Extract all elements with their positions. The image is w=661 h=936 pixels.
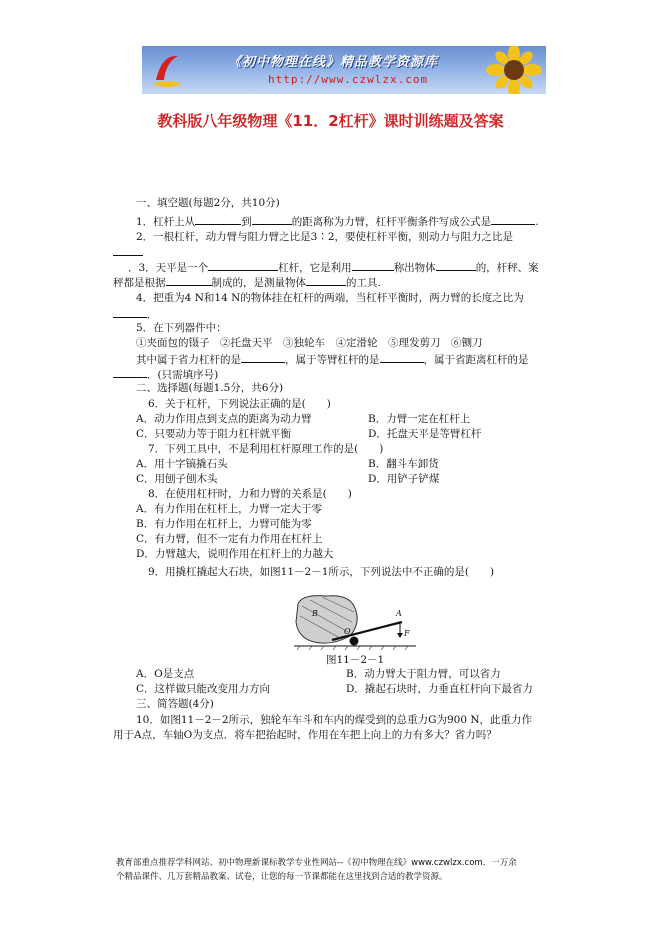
- q7-option-d: D．用铲子铲煤: [368, 473, 440, 485]
- q1-blank-3: [491, 213, 535, 225]
- q3-blank-2: [352, 259, 394, 271]
- q1-text-b: 到: [241, 216, 252, 228]
- fulcrum: [350, 637, 359, 646]
- q9-option-a: A．O是支点: [136, 668, 195, 680]
- q2-blank: [113, 244, 143, 256]
- figure-caption: 图11－2－1: [326, 654, 385, 666]
- q8-option-b: B．有力作用在杠杆上，力臂可能为零: [136, 518, 312, 530]
- question-7: 7．下列工具中，不是利用杠杆原理工作的是( ): [148, 443, 384, 455]
- q7-option-b: B．翻斗车卸货: [368, 458, 439, 470]
- banner-url[interactable]: http://www.czwlzx.com: [268, 73, 429, 86]
- q3-blank-1: [208, 259, 278, 271]
- q4-blank: [113, 306, 147, 318]
- q5-text-c: ，属于等臂杠杆的是: [285, 354, 380, 366]
- fig-label-o: O: [344, 627, 351, 636]
- q5-blank-2: [380, 351, 424, 363]
- question-10-line1: 10．如图11－2－2所示，独轮车车斗和车内的煤受到的总重力G为900 N，此重力作: [136, 714, 533, 726]
- question-10-line2: 用于A点，车轴O为支点．将车把抬起时，作用在车把上向上的力有多大？省力吗？: [113, 729, 497, 741]
- q5-text-b: 其中属于省力杠杆的是: [136, 354, 241, 366]
- q8-option-a: A．有力作用在杠杆上，力臂一定大于零: [136, 503, 323, 515]
- q6-option-d: D．托盘天平是等臂杠杆: [368, 428, 482, 440]
- q3-blank-5: [306, 274, 346, 286]
- q3-blank-3: [436, 259, 476, 271]
- q5-text-e: ．(只需填序号): [147, 369, 219, 381]
- lever-figure: [292, 592, 418, 650]
- q1-text-d: .: [535, 216, 539, 228]
- q9-option-c: C．这样做只能改变用力方向: [136, 683, 271, 695]
- question-5: 5．在下列器件中：: [136, 322, 227, 334]
- q6-option-a: A．动力作用点到支点的距离为动力臂: [136, 413, 312, 425]
- section3-heading: 三、简答题(4分): [136, 698, 214, 710]
- q3-text-a: ．3．天平是一个: [128, 262, 209, 274]
- fig-label-a: A: [396, 609, 402, 618]
- header-banner: [142, 46, 546, 94]
- q1-text-c: 的距离称为力臂，杠杆平衡条件写成公式是: [291, 216, 492, 228]
- q3-text-g: 的工具.: [346, 277, 381, 289]
- q1-blank-1: [195, 213, 241, 225]
- banner-title: 《初中物理在线》精品教学资源库: [228, 55, 439, 70]
- q7-option-a: A．用十字镐撬石头: [136, 458, 228, 470]
- q3-text-b: 杠杆，它是利用: [278, 262, 352, 274]
- q3-text-c: 称出物体: [393, 262, 436, 274]
- footer-line-2: 个精品课件、几万套精品教案、试卷，让您的每一节课都能在这里找到合适的教学资源。: [116, 872, 448, 882]
- q1-blank-2: [252, 213, 292, 225]
- q5-blank-1: [241, 351, 285, 363]
- fig-label-f: F: [404, 629, 410, 638]
- q9-option-d: D．撬起石块时，力垂直杠杆向下最省力: [346, 683, 533, 695]
- section2-heading: 二、选择题(每题1.5分，共6分): [136, 382, 284, 394]
- site-logo-icon: [148, 50, 186, 90]
- question-2: 2．一根杠杆，动力臂与阻力臂之比是3∶2，要使杠杆平衡，则动力与阻力之比是: [136, 231, 514, 243]
- question-3-line2: [113, 274, 381, 291]
- q3-text-e: 秤都是根据: [113, 277, 166, 289]
- q8-option-c: C．有力臂，但不一定有力作用在杠杆上: [136, 533, 323, 545]
- q4-text-b: ．: [147, 309, 158, 321]
- q1-text-a: 1．杠杆上从: [136, 216, 196, 228]
- section1-heading: 一、填空题(每题2分，共10分): [136, 197, 280, 209]
- q5-text-d: ，属于省距离杠杆的是: [423, 354, 529, 366]
- fig-label-b: B: [312, 609, 318, 618]
- q7-option-c: C．用刨子刨木头: [136, 473, 218, 485]
- q3-blank-4: [166, 274, 212, 286]
- q5-blank-3: [113, 366, 147, 378]
- q9-option-b: B．动力臂大于阻力臂，可以省力: [346, 668, 501, 680]
- footer-line-1: 教育部重点推荐学科网站、初中物理新课标教学专业性网站--《初中物理在线》www.czwlzx.com．一万余: [116, 858, 517, 868]
- question-1: [136, 213, 539, 230]
- document-title: 教科版八年级物理《11．2杠杆》课时训练题及答案: [157, 112, 504, 130]
- q6-option-b: B．力臂一定在杠杆上: [368, 413, 471, 425]
- q6-option-c: C．只要动力等于阻力杠杆就平衡: [136, 428, 292, 440]
- question-4: 4．把重为4 N和14 N的物体挂在杠杆的两端，当杠杆平衡时，两力臂的长度之比为: [136, 292, 524, 304]
- q8-option-d: D．力臂越大，说明作用在杠杆上的力越大: [136, 548, 334, 560]
- q3-text-f: 制成的，是测量物体: [211, 277, 306, 289]
- sunflower-icon: [478, 46, 542, 94]
- question-9: 9．用撬杠撬起大石块，如图11－2－1所示，下列说法中不正确的是( ): [148, 566, 495, 578]
- question-8: 8．在使用杠杆时，力和力臂的关系是( ): [148, 488, 352, 500]
- q3-text-d: 的，杆秤、案: [475, 262, 539, 274]
- q5-items: ①夹面包的镊子 ②托盘天平 ③独轮车 ④定滑轮 ⑤理发剪刀 ⑥铡刀: [136, 337, 483, 349]
- question-6: 6．关于杠杆，下列说法正确的是( ): [148, 398, 331, 410]
